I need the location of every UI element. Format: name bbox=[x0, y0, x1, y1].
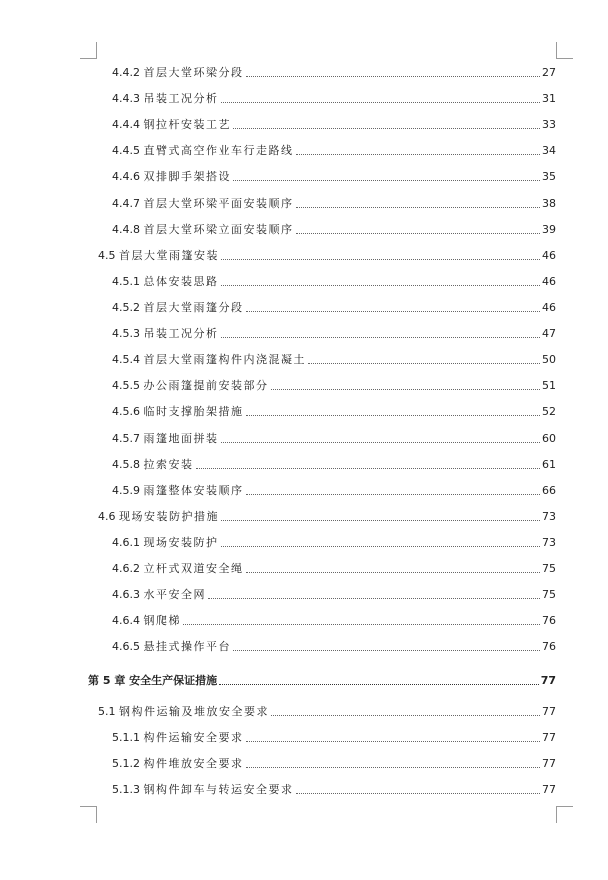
toc-entry[interactable]: 4.6.4 钢爬梯 76 bbox=[112, 614, 556, 627]
dot-leader bbox=[221, 285, 541, 286]
toc-entry[interactable]: 5.1.2 构件堆放安全要求 77 bbox=[112, 757, 556, 770]
toc-entry[interactable]: 4.5.4 首层大堂雨篷构件内浇混凝土 50 bbox=[112, 353, 556, 366]
dot-leader bbox=[296, 154, 541, 155]
dot-leader bbox=[221, 520, 540, 521]
toc-entry[interactable]: 5.1.3 钢构件卸车与转运安全要求 77 bbox=[112, 783, 556, 796]
toc-entry[interactable]: 4.4.3 吊装工况分析 31 bbox=[112, 92, 556, 105]
dot-leader bbox=[219, 684, 539, 685]
toc-entry[interactable]: 4.5.3 吊装工况分析 47 bbox=[112, 327, 556, 340]
toc-entry[interactable]: 4.4.4 钢拉杆安装工艺 33 bbox=[112, 118, 556, 131]
dot-leader bbox=[246, 76, 541, 77]
dot-leader bbox=[271, 715, 540, 716]
toc-entry[interactable]: 4.4.8 首层大堂环梁立面安装顺序 39 bbox=[112, 223, 556, 236]
dot-leader bbox=[221, 546, 541, 547]
toc-entry[interactable]: 4.6.3 水平安全网 75 bbox=[112, 588, 556, 601]
dot-leader bbox=[246, 311, 541, 312]
toc-entry[interactable]: 5.1.1 构件运输安全要求 77 bbox=[112, 731, 556, 744]
dot-leader bbox=[233, 650, 540, 651]
dot-leader bbox=[221, 337, 541, 338]
dot-leader bbox=[296, 207, 541, 208]
toc-entry[interactable]: 4.4.7 首层大堂环梁平面安装顺序 38 bbox=[112, 197, 556, 210]
toc-entry[interactable]: 4.6.1 现场安装防护 73 bbox=[112, 536, 556, 549]
dot-leader bbox=[246, 741, 541, 742]
dot-leader bbox=[246, 572, 541, 573]
toc-section-entry[interactable]: 4.6 现场安装防护措施 73 bbox=[98, 510, 556, 523]
dot-leader bbox=[221, 442, 541, 443]
dot-leader bbox=[246, 415, 541, 416]
dot-leader bbox=[271, 389, 541, 390]
dot-leader bbox=[208, 598, 540, 599]
dot-leader bbox=[296, 793, 541, 794]
dot-leader bbox=[246, 767, 541, 768]
dot-leader bbox=[221, 102, 541, 103]
toc-entry[interactable]: 4.4.5 直臂式高空作业车行走路线 34 bbox=[112, 144, 556, 157]
toc-entry[interactable]: 4.5.9 雨篷整体安装顺序 66 bbox=[112, 484, 556, 497]
dot-leader bbox=[233, 128, 540, 129]
toc-entry[interactable]: 4.4.2 首层大堂环梁分段 27 bbox=[112, 66, 556, 79]
toc-section-entry[interactable]: 4.5 首层大堂雨篷安装 46 bbox=[98, 249, 556, 262]
toc-chapter-entry[interactable]: 第 5 章 安全生产保证措施 77 bbox=[88, 674, 556, 687]
toc-entry[interactable]: 4.4.6 双排脚手架搭设 35 bbox=[112, 170, 556, 183]
toc-entry[interactable]: 4.6.2 立杆式双道安全绳 75 bbox=[112, 562, 556, 575]
toc-entry[interactable]: 4.5.6 临时支撑胎架措施 52 bbox=[112, 405, 556, 418]
toc-entry[interactable]: 4.5.8 拉索安装 61 bbox=[112, 458, 556, 471]
dot-leader bbox=[196, 468, 541, 469]
toc-entry[interactable]: 4.6.5 悬挂式操作平台 76 bbox=[112, 640, 556, 653]
toc-entry[interactable]: 4.5.7 雨篷地面拼装 60 bbox=[112, 432, 556, 445]
dot-leader bbox=[183, 624, 540, 625]
dot-leader bbox=[233, 180, 540, 181]
toc-section-entry[interactable]: 5.1 钢构件运输及堆放安全要求 77 bbox=[98, 705, 556, 718]
toc-entry[interactable]: 4.5.5 办公雨篷提前安装部分 51 bbox=[112, 379, 556, 392]
dot-leader bbox=[308, 363, 540, 364]
dot-leader bbox=[221, 259, 540, 260]
dot-leader bbox=[296, 233, 541, 234]
dot-leader bbox=[246, 494, 541, 495]
toc-entry[interactable]: 4.5.2 首层大堂雨篷分段 46 bbox=[112, 301, 556, 314]
toc-entry[interactable]: 4.5.1 总体安装思路 46 bbox=[112, 275, 556, 288]
